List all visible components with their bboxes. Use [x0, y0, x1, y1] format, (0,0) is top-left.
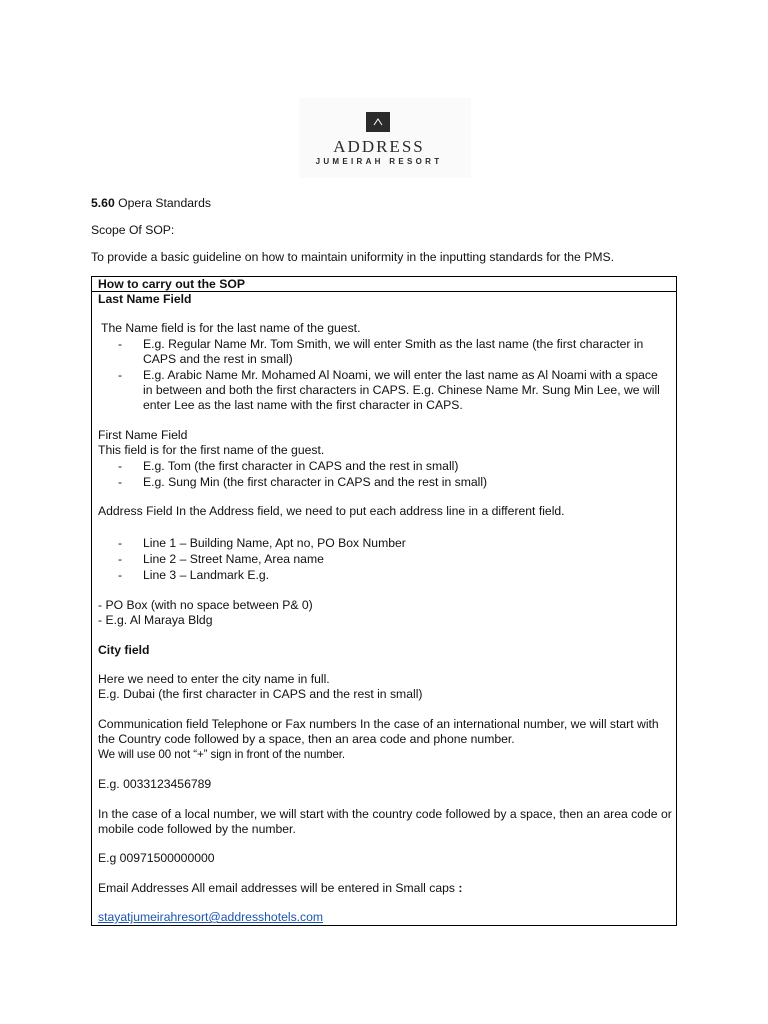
list-item: - E.g. Tom (the first character in CAPS and the rest in small) — [118, 459, 459, 473]
communication-example: E.g. 0033123456789 — [98, 777, 212, 791]
scope-heading: Scope Of SOP: — [91, 223, 175, 237]
first-name-heading: First Name Field — [98, 428, 188, 442]
last-name-heading: Last Name Field — [98, 292, 192, 306]
communication-text: Communication field Telephone or Fax numbers In the case of an international number, we will start with the Country code followed by a space, then an area code and phone number. — [98, 717, 659, 746]
logo-subtitle: JUMEIRAH RESORT — [315, 157, 443, 166]
sop-box — [91, 276, 677, 926]
section-title — [91, 196, 211, 210]
scope-text: To provide a basic guideline on how to maintain uniformity in the inputting standards for the PMS. — [91, 250, 615, 264]
city-heading: City field — [98, 643, 150, 657]
local-number-example: E.g 00971500000000 — [98, 851, 215, 865]
first-name-intro: This field is for the first name of the guest. — [98, 443, 325, 457]
section-number: 5.60 — [91, 196, 115, 210]
address-note-example: - E.g. Al Maraya Bldg — [98, 613, 213, 627]
communication-note: We will use 00 not “+” sign in front of the number. — [98, 748, 345, 761]
email-link[interactable]: stayatjumeirahresort@addresshotels.com — [98, 910, 324, 924]
logo-name: ADDRESS — [333, 137, 425, 156]
section-name: Opera Standards — [118, 196, 211, 210]
chevron-up-icon — [366, 112, 390, 132]
sop-box-header: How to carry out the SOP — [92, 277, 676, 292]
last-name-intro: The Name field is for the last name of the guest. — [101, 321, 361, 335]
list-item: - Line 3 – Landmark E.g. — [118, 568, 270, 582]
address-note-po-box: - PO Box (with no space between P& 0) — [98, 598, 313, 612]
list-item: - Line 2 – Street Name, Area name — [118, 552, 324, 566]
list-item: - E.g. Sung Min (the first character in CAPS and the rest in small) — [118, 475, 488, 489]
local-number-text: In the case of a local number, we will start with the country code followed by a space, then an area code or mobile code followed by the number. — [98, 807, 672, 836]
list-item: - E.g. Arabic Name Mr. Mohamed Al Noami, we will enter the last name as Al Noami with a space in between and both the first characters in CAPS. E.g. Chinese Name Mr. Sung Min Lee, we will enter Lee as the last name with the first character in CAPS. — [118, 368, 660, 412]
address-logo — [299, 98, 471, 178]
email-text: Email Addresses All email addresses will be entered in Small caps : — [98, 881, 463, 895]
city-line: Here we need to enter the city name in full. — [98, 672, 330, 686]
city-example: E.g. Dubai (the first character in CAPS and the rest in small) — [98, 687, 423, 701]
list-item: - Line 1 – Building Name, Apt no, PO Box Number — [118, 536, 406, 550]
logo-mark — [366, 112, 390, 132]
address-intro: Address Field In the Address field, we need to put each address line in a different field. — [98, 504, 565, 518]
list-item: - E.g. Regular Name Mr. Tom Smith, we will enter Smith as the last name (the first character in CAPS and the rest in small) — [118, 337, 644, 366]
